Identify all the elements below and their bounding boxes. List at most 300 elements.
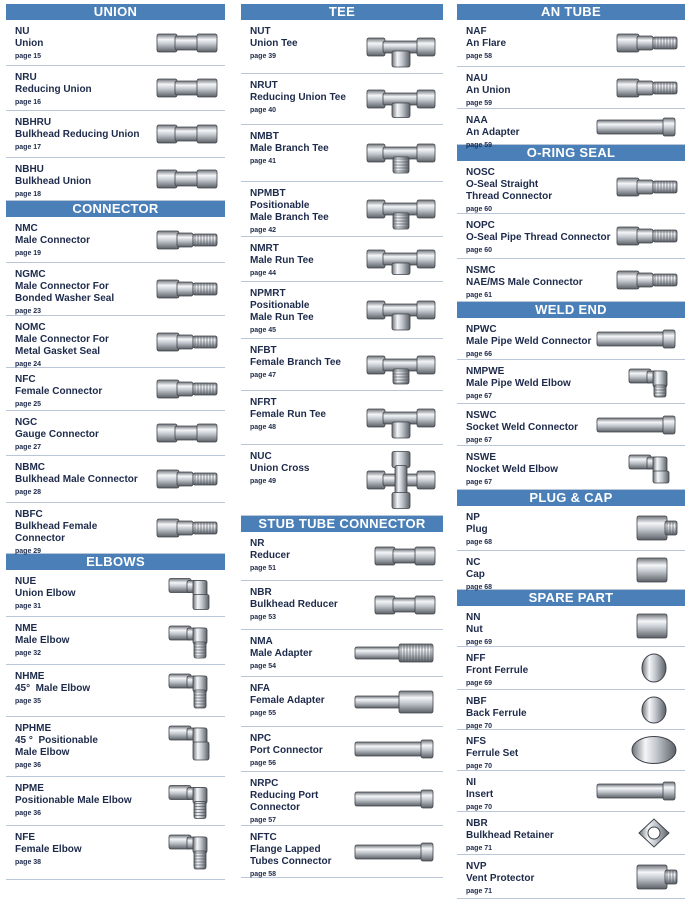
item-code: NR — [250, 538, 265, 549]
item-name: Female Run Tee — [250, 409, 326, 420]
item-page: page 47 — [250, 372, 277, 379]
item-text — [15, 783, 132, 820]
item-text — [466, 861, 534, 898]
item-text — [15, 322, 109, 371]
catalog-item — [457, 812, 685, 855]
item-text — [466, 324, 591, 361]
item-name: Male Pipe Weld Connector — [466, 336, 592, 347]
item-code: NBFC — [15, 509, 43, 520]
item-name: An Adapter — [466, 127, 520, 138]
catalog-item — [457, 214, 685, 259]
item-name: 45° Male Elbow — [15, 683, 91, 694]
item-text — [466, 220, 610, 257]
item-name: An Flare — [466, 38, 507, 49]
item-page: page 60 — [466, 206, 493, 213]
item-code: NSWC — [466, 410, 497, 421]
item-page: page 69 — [466, 680, 493, 687]
item-text — [15, 269, 114, 318]
item-page: page 27 — [15, 444, 42, 451]
catalog-item — [457, 606, 685, 647]
catalog-item — [6, 665, 225, 717]
cap-icon — [633, 556, 679, 585]
item-name: Male Run Tee — [250, 255, 314, 266]
front-ferrule-icon — [629, 652, 679, 685]
item-name: Bulkhead Reducing Union — [15, 129, 140, 140]
item-page: page 54 — [250, 663, 277, 670]
item-page: page 36 — [15, 810, 42, 817]
item-code: NC — [466, 557, 481, 568]
item-name: Female Adapter — [250, 695, 325, 706]
catalog-item — [241, 391, 443, 445]
item-code: NPWC — [466, 324, 497, 335]
item-name: Male Pipe Weld Elbow — [466, 378, 571, 389]
female-elbow-icon — [167, 831, 219, 875]
item-page: page 70 — [466, 723, 493, 730]
item-code: NBF — [466, 696, 487, 707]
item-name: 45 ° Positionable Male Elbow — [15, 735, 98, 758]
item-code: NAA — [466, 115, 488, 126]
item-text — [250, 538, 290, 575]
catalog-item — [6, 617, 225, 665]
catalog-item — [241, 339, 443, 391]
catalog-column-right — [457, 4, 685, 899]
section-header: TEE — [241, 4, 443, 20]
item-code: NMBT — [250, 131, 279, 142]
item-code: NU — [15, 26, 30, 37]
item-code: NFTC — [250, 832, 277, 843]
item-page: page 17 — [15, 144, 42, 151]
item-text — [15, 117, 139, 154]
reducing-union-icon — [155, 71, 219, 106]
item-code: NPMRT — [250, 288, 286, 299]
union-cross-icon — [365, 450, 437, 511]
item-text — [466, 653, 528, 690]
item-text — [250, 778, 318, 827]
item-name: Reducing Union Tee — [250, 92, 346, 103]
female-connector-icon — [155, 373, 219, 406]
item-page: page 58 — [466, 53, 493, 60]
item-text — [250, 26, 298, 63]
item-page: page 15 — [15, 53, 42, 60]
item-text — [15, 623, 69, 660]
positionable-branch-tee-icon — [365, 187, 437, 232]
pipe-weld-connector-icon — [595, 323, 679, 355]
catalog-item — [241, 445, 443, 516]
item-page: page 58 — [250, 871, 277, 878]
item-code: NPMBT — [250, 188, 286, 199]
item-name: Reducing Port Connector — [250, 790, 319, 813]
item-text — [250, 587, 338, 624]
item-page: page 19 — [15, 250, 42, 257]
item-page: page 44 — [250, 270, 277, 277]
item-name: Socket Weld Connector — [466, 422, 579, 433]
item-text — [15, 374, 102, 411]
catalog-item — [241, 237, 443, 282]
item-name: Ferrule Set — [466, 748, 519, 759]
item-code: NRU — [15, 72, 37, 83]
bulkhead-retainer-icon — [629, 817, 679, 850]
male-elbow-45-icon — [167, 670, 219, 712]
item-page: page 23 — [15, 308, 42, 315]
item-page: page 69 — [466, 639, 493, 646]
item-code: NME — [15, 623, 38, 634]
item-text — [466, 452, 558, 489]
item-name: Flange Lapped Tubes Connector — [250, 844, 332, 867]
item-page: page 68 — [466, 539, 493, 546]
socket-weld-elbow-icon — [627, 451, 679, 485]
item-code: NMPWE — [466, 366, 505, 377]
an-flare-icon — [615, 25, 679, 62]
item-text — [250, 80, 346, 117]
o-seal-pipe-connector-icon — [615, 219, 679, 254]
catalog-item — [241, 532, 443, 581]
item-page: page 25 — [15, 401, 42, 408]
item-text — [466, 115, 520, 152]
item-name: Reducing Union — [15, 84, 92, 95]
item-name: NAE/MS Male Connector — [466, 277, 583, 288]
item-code: NRPC — [250, 778, 279, 789]
catalog-item — [241, 125, 443, 182]
item-code: NBR — [466, 818, 488, 829]
item-name: Positionable Male Branch Tee — [250, 200, 329, 223]
item-page: page 61 — [466, 292, 493, 299]
item-text — [466, 818, 554, 855]
section-header: CONNECTOR — [6, 201, 225, 217]
item-text — [15, 26, 43, 63]
item-code: NAU — [466, 73, 488, 84]
catalog-column-left — [6, 4, 225, 880]
item-text — [250, 451, 309, 488]
item-text — [250, 188, 329, 237]
catalog-item — [6, 111, 225, 158]
item-code: NFRT — [250, 397, 277, 408]
bulkhead-male-connector-icon — [155, 461, 219, 498]
pipe-weld-elbow-icon — [627, 365, 679, 399]
female-run-tee-icon — [365, 396, 437, 440]
item-text — [15, 723, 98, 772]
bulkhead-reducer-icon — [373, 586, 437, 625]
item-text — [466, 265, 583, 302]
item-text — [15, 72, 92, 109]
item-page: page 60 — [466, 247, 493, 254]
item-name: Female Connector — [15, 386, 103, 397]
catalog-item — [6, 217, 225, 263]
catalog-item — [457, 404, 685, 446]
item-text — [466, 777, 493, 814]
item-code: NOMC — [15, 322, 46, 333]
item-page: page 41 — [250, 158, 277, 165]
section-header: SPARE PART — [457, 590, 685, 606]
item-name: Positionable Male Elbow — [15, 795, 132, 806]
item-name: Nocket Weld Elbow — [466, 464, 559, 475]
item-text — [250, 733, 323, 770]
catalog-item — [241, 826, 443, 878]
catalog-item — [241, 182, 443, 237]
item-text — [15, 223, 90, 260]
male-connector-icon — [155, 222, 219, 258]
item-name: O-Seal Straight Thread Connector — [466, 179, 553, 202]
item-text — [466, 366, 571, 403]
item-page: page 59 — [466, 142, 493, 149]
item-page: page 49 — [250, 478, 277, 485]
section-header: AN TUBE — [457, 4, 685, 20]
item-name: Male Branch Tee — [250, 143, 329, 154]
reducer-icon — [373, 537, 437, 576]
catalog-item — [457, 20, 685, 67]
item-page: page 68 — [466, 584, 493, 591]
item-page: page 67 — [466, 437, 493, 444]
insert-icon — [595, 776, 679, 807]
item-text — [466, 696, 527, 733]
item-code: NFF — [466, 653, 486, 664]
item-code: NMA — [250, 636, 273, 647]
item-text — [250, 636, 312, 673]
item-page: page 59 — [466, 100, 493, 107]
item-page: page 70 — [466, 804, 493, 811]
gauge-connector-icon — [155, 416, 219, 451]
item-page: page 36 — [15, 762, 42, 769]
item-code: NN — [466, 612, 481, 623]
item-name: Cap — [466, 569, 485, 580]
catalog-item — [457, 551, 685, 590]
union-fitting-icon — [155, 25, 219, 61]
item-name: Bulkhead Union — [15, 176, 92, 187]
catalog-item — [6, 777, 225, 826]
positionable-elbow-45-icon — [167, 722, 219, 772]
item-name: Bulkhead Retainer — [466, 830, 554, 841]
item-text — [15, 164, 91, 201]
catalog-item — [241, 630, 443, 677]
item-code: NUT — [250, 26, 271, 37]
item-name: Union Elbow — [15, 588, 76, 599]
item-code: NSWE — [466, 452, 496, 463]
item-code: NPHME — [15, 723, 52, 734]
item-name: Union Tee — [250, 38, 298, 49]
back-ferrule-icon — [629, 695, 679, 725]
item-name: Reducer — [250, 550, 291, 561]
catalog-item — [6, 570, 225, 617]
item-page: page 31 — [15, 603, 42, 610]
item-code: NBHU — [15, 164, 44, 175]
catalog-item — [457, 109, 685, 149]
item-name: Bulkhead Reducer — [250, 599, 338, 610]
item-page: page 56 — [250, 760, 277, 767]
port-connector-icon — [353, 732, 437, 767]
bulkhead-union-icon — [155, 163, 219, 196]
item-page: page 16 — [15, 99, 42, 106]
item-name: Port Connector — [250, 745, 323, 756]
catalog-item — [457, 259, 685, 302]
catalog-item — [6, 66, 225, 111]
item-code: NAF — [466, 26, 487, 37]
an-union-icon — [615, 72, 679, 104]
bulkhead-reducing-union-icon — [155, 116, 219, 153]
item-page: page 18 — [15, 191, 42, 198]
item-code: NMC — [15, 223, 38, 234]
female-branch-tee-icon — [365, 344, 437, 386]
item-name: Insert — [466, 789, 494, 800]
catalog-item — [6, 263, 225, 316]
item-page: page 35 — [15, 698, 42, 705]
male-branch-tee-icon — [365, 130, 437, 177]
male-connector-bonded-icon — [155, 268, 219, 311]
item-code: NOPC — [466, 220, 495, 231]
nae-ms-male-connector-icon — [615, 264, 679, 297]
catalog-item — [457, 855, 685, 899]
item-name: Male Connector For Bonded Washer Seal — [15, 281, 115, 304]
item-code: NI — [466, 777, 476, 788]
item-name: Vent Protector — [466, 873, 535, 884]
catalog-item — [457, 647, 685, 690]
catalog-item — [457, 771, 685, 812]
catalog-item — [241, 74, 443, 125]
item-text — [250, 288, 314, 337]
item-code: NPC — [250, 733, 272, 744]
item-text — [250, 131, 329, 168]
item-page: page 32 — [15, 650, 42, 657]
item-code: NGMC — [15, 269, 46, 280]
catalog-item — [457, 360, 685, 404]
item-page: page 71 — [466, 845, 493, 852]
item-name: Nut — [466, 624, 483, 635]
item-code: NFE — [15, 832, 35, 843]
item-text — [466, 557, 492, 594]
item-code: NOSC — [466, 167, 495, 178]
ferrule-set-icon — [629, 735, 679, 766]
item-name: Male Connector For Metal Gasket Seal — [15, 334, 109, 357]
item-page: page 28 — [15, 489, 42, 496]
item-name: Gauge Connector — [15, 429, 99, 440]
item-text — [15, 576, 76, 613]
section-header: O-RING SEAL — [457, 145, 685, 161]
male-elbow-icon — [167, 622, 219, 660]
item-text — [250, 832, 331, 881]
item-text — [250, 345, 341, 382]
union-elbow-icon — [167, 575, 219, 612]
catalog-item — [457, 318, 685, 360]
item-page: page 70 — [466, 763, 493, 770]
catalog-column-middle — [241, 4, 443, 878]
plug-icon — [633, 511, 679, 546]
catalog-item — [457, 67, 685, 109]
item-code: NUE — [15, 576, 37, 587]
item-text — [466, 26, 506, 63]
catalog-item — [241, 20, 443, 74]
item-code: NBHRU — [15, 117, 52, 128]
catalog-item — [241, 677, 443, 727]
item-page: page 29 — [15, 548, 42, 555]
nut-icon — [633, 611, 679, 642]
item-page: page 45 — [250, 327, 277, 334]
item-text — [15, 832, 82, 869]
item-name: Bulkhead Female Connector — [15, 521, 98, 544]
bulkhead-female-connector-icon — [155, 508, 219, 549]
item-page: page 24 — [15, 361, 42, 368]
catalog-item — [457, 690, 685, 730]
item-page: page 55 — [250, 710, 277, 717]
item-name: Union — [15, 38, 44, 49]
item-code: NUC — [250, 451, 272, 462]
catalog-item — [241, 772, 443, 826]
catalog-item — [241, 282, 443, 339]
male-connector-gasket-icon — [155, 321, 219, 363]
item-name: Female Elbow — [15, 844, 82, 855]
reducing-port-connector-icon — [353, 777, 437, 821]
item-name: Back Ferrule — [466, 708, 527, 719]
catalog-item — [241, 581, 443, 630]
item-code: NFC — [15, 374, 36, 385]
item-code: NHME — [15, 671, 45, 682]
catalog-item — [457, 446, 685, 490]
catalog-item — [6, 826, 225, 880]
vent-protector-icon — [633, 860, 679, 894]
socket-weld-connector-icon — [595, 409, 679, 441]
male-run-tee-icon — [365, 242, 437, 277]
item-name: Front Ferrule — [466, 665, 529, 676]
item-code: NFBT — [250, 345, 277, 356]
item-text — [466, 73, 510, 110]
item-page: page 71 — [466, 888, 493, 895]
item-page: page 53 — [250, 614, 277, 621]
item-code: NBR — [250, 587, 272, 598]
item-name: Male Adapter — [250, 648, 313, 659]
item-page: page 67 — [466, 479, 493, 486]
item-name: Positionable Male Run Tee — [250, 300, 314, 323]
item-code: NSMC — [466, 265, 496, 276]
item-name: Female Branch Tee — [250, 357, 341, 368]
catalog-item — [457, 161, 685, 214]
item-text — [250, 243, 314, 280]
item-name: O-Seal Pipe Thread Connector — [466, 232, 611, 243]
catalog-item — [6, 20, 225, 66]
catalog-item — [6, 316, 225, 368]
reducing-union-tee-icon — [365, 79, 437, 120]
item-page: page 48 — [250, 424, 277, 431]
item-code: NBMC — [15, 462, 45, 473]
positionable-male-elbow-icon — [167, 782, 219, 821]
male-adapter-icon — [353, 635, 437, 672]
flange-lapped-connector-icon — [353, 831, 437, 873]
item-page: page 67 — [466, 393, 493, 400]
item-text — [15, 671, 90, 708]
positionable-run-tee-icon — [365, 287, 437, 334]
section-header: STUB TUBE CONNECTOR — [241, 516, 443, 532]
catalog-item — [6, 411, 225, 456]
catalog-item — [6, 456, 225, 503]
catalog-item — [6, 503, 225, 554]
item-code: NFS — [466, 736, 486, 747]
section-header: UNION — [6, 4, 225, 20]
item-code: NPME — [15, 783, 44, 794]
item-text — [466, 410, 578, 447]
item-name: Male Connector — [15, 235, 91, 246]
o-seal-straight-connector-icon — [615, 166, 679, 209]
item-code: NVP — [466, 861, 487, 872]
item-code: NFA — [250, 683, 270, 694]
item-text — [466, 612, 492, 649]
item-page: page 51 — [250, 565, 277, 572]
item-name: An Union — [466, 85, 511, 96]
catalog-item — [6, 717, 225, 777]
item-code: NGC — [15, 417, 38, 428]
item-text — [466, 736, 518, 773]
item-page: page 66 — [466, 351, 493, 358]
union-tee-icon — [365, 25, 437, 69]
item-code: NMRT — [250, 243, 279, 254]
item-name: Bulkhead Male Connector — [15, 474, 138, 485]
item-page: page 57 — [250, 817, 277, 824]
item-code: NP — [466, 512, 480, 523]
